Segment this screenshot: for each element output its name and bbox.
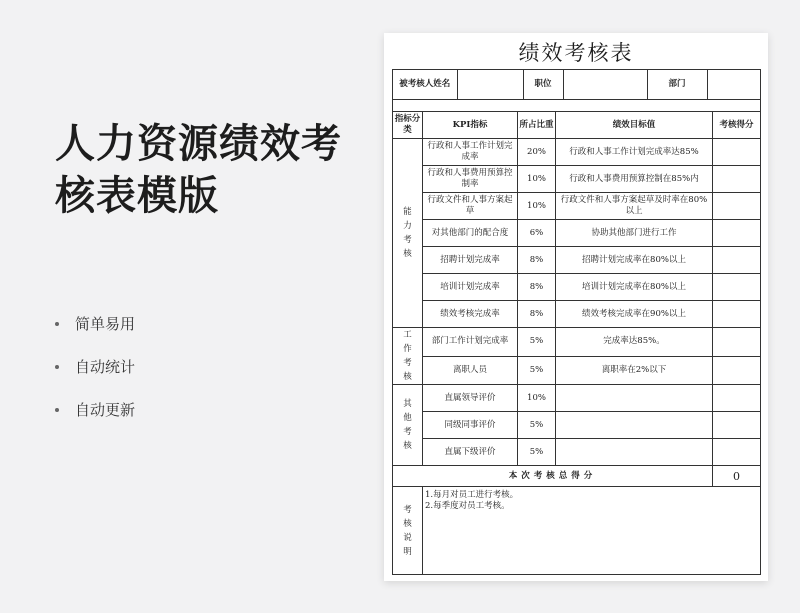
kpi-row [393, 328, 761, 357]
info-row [393, 70, 761, 100]
notes-content[interactable] [423, 487, 761, 575]
kpi-target: 招聘计划完成率在80%以上 [556, 247, 713, 274]
kpi-name: 招聘计划完成率 [423, 247, 518, 274]
total-value: 0 [713, 466, 761, 487]
bullet-dot-icon [55, 408, 59, 412]
header-score: 考核得分 [713, 112, 761, 139]
sheet-title: 绩效考核表 [518, 41, 634, 65]
header-category: 指标分类 [393, 112, 423, 139]
header-weight: 所占比重 [518, 112, 556, 139]
position-label: 职位 [523, 70, 563, 99]
kpi-target: 离职率在2%以下 [556, 356, 713, 385]
spacer-row [393, 100, 761, 112]
kpi-weight: 5% [518, 356, 556, 385]
kpi-weight: 8% [518, 301, 556, 328]
kpi-score[interactable] [713, 356, 761, 385]
kpi-name: 离职人员 [423, 356, 518, 385]
category-cell [393, 139, 423, 328]
kpi-name: 培训计划完成率 [423, 274, 518, 301]
kpi-weight: 20% [518, 139, 556, 166]
kpi-row [393, 439, 761, 466]
kpi-weight: 5% [518, 328, 556, 357]
notes-line: 1.每月对员工进行考核。 [425, 490, 519, 500]
feature-label: 自动更新 [75, 401, 136, 419]
kpi-row [393, 247, 761, 274]
kpi-score[interactable] [713, 166, 761, 193]
kpi-score[interactable] [713, 247, 761, 274]
kpi-target: 绩效考核完成率在90%以上 [556, 301, 713, 328]
feature-list [55, 313, 135, 442]
kpi-weight: 8% [518, 274, 556, 301]
kpi-target: 完成率达85%。 [556, 328, 713, 357]
feature-item [55, 399, 135, 442]
kpi-name: 直属领导评价 [423, 385, 518, 412]
kpi-row [393, 166, 761, 193]
kpi-weight: 8% [518, 247, 556, 274]
kpi-row [393, 274, 761, 301]
kpi-name: 绩效考核完成率 [423, 301, 518, 328]
category-cell [393, 385, 423, 466]
kpi-score[interactable] [713, 274, 761, 301]
kpi-name: 行政和人事工作计划完成率 [423, 139, 518, 166]
kpi-weight: 10% [518, 193, 556, 220]
kpi-target [556, 385, 713, 412]
bullet-dot-icon [55, 365, 59, 369]
kpi-row [393, 139, 761, 166]
kpi-target: 协助其他部门进行工作 [556, 220, 713, 247]
feature-label: 自动统计 [75, 358, 136, 376]
kpi-score[interactable] [713, 220, 761, 247]
feature-label: 简单易用 [75, 315, 136, 333]
bullet-dot-icon [55, 322, 59, 326]
kpi-name: 行政文件和人事方案起草 [423, 193, 518, 220]
feature-item [55, 313, 135, 356]
header-target: 绩效目标值 [556, 112, 713, 139]
kpi-row [393, 385, 761, 412]
kpi-name: 同级同事评价 [423, 412, 518, 439]
category-cell [393, 328, 423, 385]
kpi-target: 行政文件和人事方案起草及时率在80%以上 [556, 193, 713, 220]
kpi-weight: 5% [518, 439, 556, 466]
kpi-score[interactable] [713, 139, 761, 166]
kpi-target: 行政和人事工作计划完成率达85% [556, 139, 713, 166]
appraisal-table [392, 69, 761, 575]
kpi-weight: 10% [518, 166, 556, 193]
name-field[interactable] [457, 70, 523, 99]
kpi-target: 行政和人事费用预算控制在85%内 [556, 166, 713, 193]
kpi-weight: 10% [518, 385, 556, 412]
category-label: 其 他 考 核 [403, 399, 412, 451]
kpi-name: 部门工作计划完成率 [423, 328, 518, 357]
total-label: 本次考核总得分 [393, 466, 713, 487]
kpi-name: 对其他部门的配合度 [423, 220, 518, 247]
position-field[interactable] [563, 70, 647, 99]
kpi-row [393, 301, 761, 328]
category-label: 工 作 考 核 [403, 330, 412, 382]
department-label: 部门 [647, 70, 707, 99]
feature-item [55, 356, 135, 399]
kpi-score[interactable] [713, 439, 761, 466]
kpi-score[interactable] [713, 301, 761, 328]
kpi-target [556, 412, 713, 439]
kpi-score[interactable] [713, 193, 761, 220]
department-field[interactable] [707, 70, 760, 99]
kpi-target: 培训计划完成率在80%以上 [556, 274, 713, 301]
category-label: 能 力 考 核 [403, 207, 412, 259]
kpi-score[interactable] [713, 328, 761, 357]
name-label: 被考核人姓名 [393, 70, 457, 99]
page-headline: 人力资源绩效考核表模版 [55, 121, 342, 219]
kpi-target [556, 439, 713, 466]
notes-label: 考 核 说 明 [393, 487, 423, 575]
header-kpi: KPI指标 [423, 112, 518, 139]
kpi-row [393, 356, 761, 385]
kpi-row [393, 220, 761, 247]
kpi-name: 行政和人事费用预算控制率 [423, 166, 518, 193]
kpi-name: 直属下级评价 [423, 439, 518, 466]
kpi-weight: 6% [518, 220, 556, 247]
notes-line: 2.每季度对员工考核。 [425, 501, 510, 511]
kpi-row [393, 412, 761, 439]
appraisal-sheet-preview [384, 33, 768, 581]
kpi-row [393, 193, 761, 220]
kpi-score[interactable] [713, 385, 761, 412]
kpi-score[interactable] [713, 412, 761, 439]
kpi-weight: 5% [518, 412, 556, 439]
